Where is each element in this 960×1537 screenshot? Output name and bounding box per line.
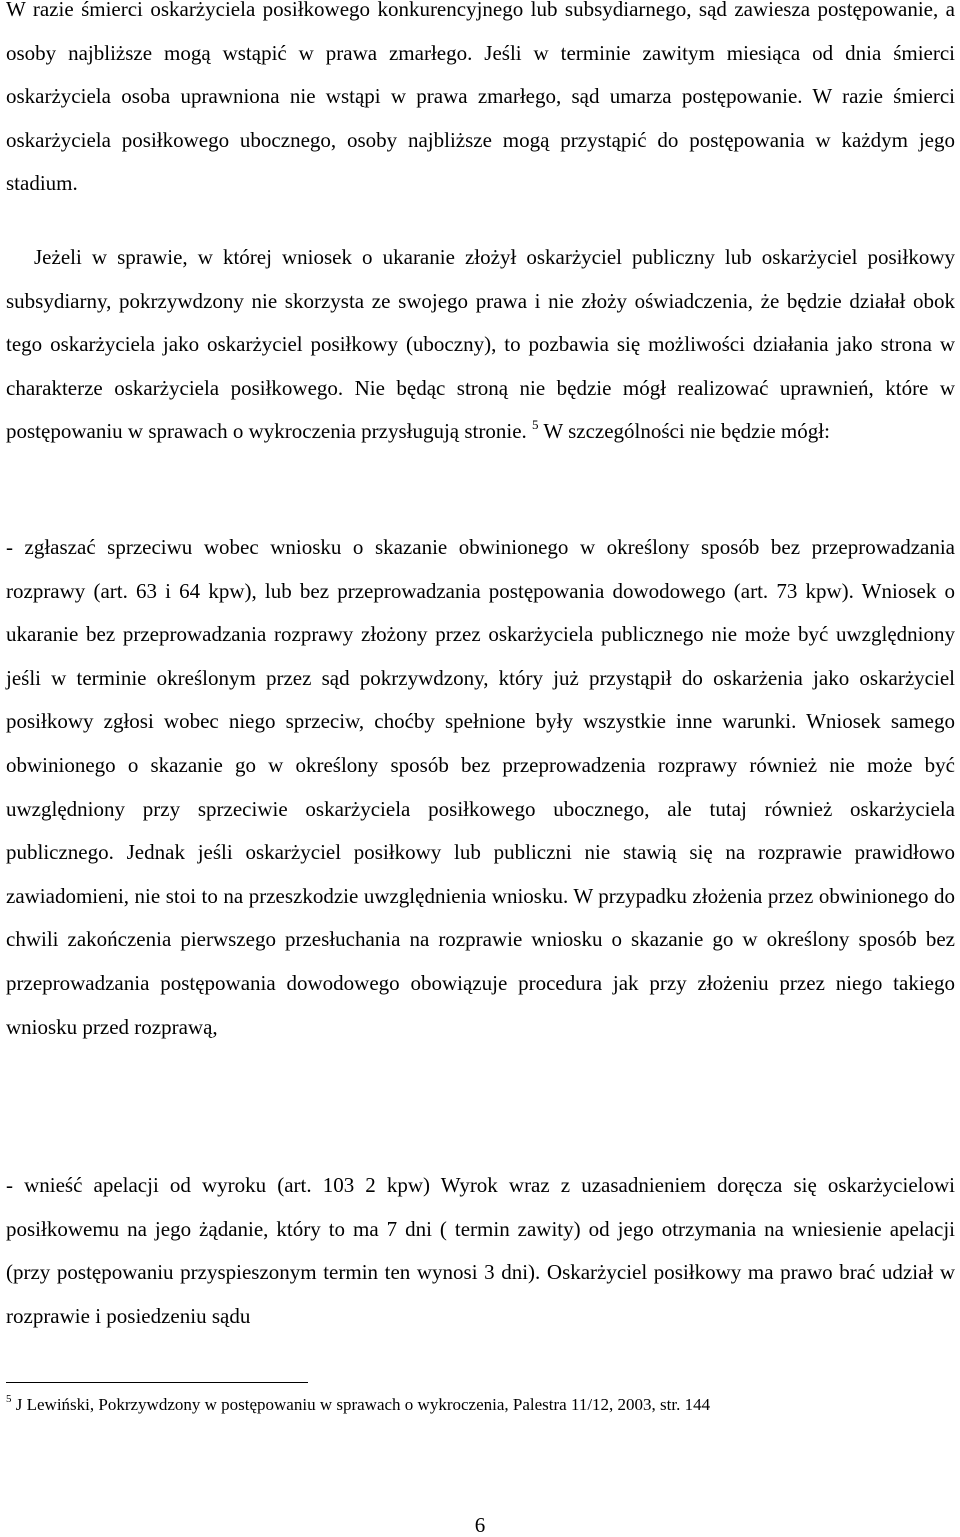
- list-item-appeal: - wnieść apelacji od wyroku (art. 103 2 kpw) Wyrok wraz z uzasadnieniem doręcza się oskarżycielowi posiłkowemu na jego żądanie, który to ma 7 dni ( termin zawity) od jego otrzymania na wniesienie apelacji (przy postępowaniu przyspieszonym termin ten wynosi 3 dni). Oskarżyciel posiłkowy ma prawo brać udział w rozprawie i posiedzeniu sądu: [6, 1173, 955, 1328]
- footnote: [6, 1392, 955, 1418]
- paragraph-death-of-prosecutor: W razie śmierci oskarżyciela posiłkowego konkurencyjnego lub subsydiarnego, sąd zawiesza postępowanie, a osoby najbliższe mogą wstąpić w prawa zmarłego. Jeśli w terminie zawitym miesiąca od dnia śmierci oskarżyciela osoba uprawniona nie wstąpi w prawa zmarłego, sąd umarza postępowanie. W razie śmierci oskarżyciela posiłkowego ubocznego, osoby najbliższe mogą przystąpić do postępowania w każdym jego stadium.: [6, 0, 955, 196]
- footnote-separator: [6, 1382, 308, 1383]
- list-item-objection: - zgłaszać sprzeciwu wobec wniosku o skazanie obwinionego w określony sposób bez przeprowadzania rozprawy (art. 63 i 64 kpw), lub bez przeprowadzania postępowania dowodowego (art. 73 kpw). Wniosek o ukaranie bez przeprowadzania rozprawy złożony przez oskarżyciela publicznego nie może być uwzględniony jeśli w terminie określonym przez sąd pokrzywdzony, który już przystąpił do oskarżenia jako oskarżyciel posiłkowy zgłosi wobec niego sprzeciw, choćby spełnione były wszystkie inne warunki. Wniosek samego obwinionego o skazanie go w określony sposób bez przeprowadzenia rozprawy również nie może być uwzględniony przy sprzeciwie oskarżyciela posiłkowego ubocznego, ale tutaj również oskarżyciela publicznego. Jednak jeśli oskarżyciel posiłkowy lub publiczni nie stawią się na rozprawie prawidłowo zawiadomieni, nie stoi to na przeszkodzie uwzględnienia wniosku. W przypadku złożenia przez obwinionego do chwili zakończenia pierwszego przesłuchania na rozprawie wniosku o skazanie go w określony sposób bez przeprowadzania postępowania dowodowego obowiązuje procedura jak przy złożeniu przez niego takiego wniosku przed rozprawą,: [6, 535, 955, 1039]
- paragraph-public-prosecutor: [6, 236, 955, 454]
- paragraph-public-prosecutor-continuation: W szczególności nie będzie mógł:: [538, 419, 830, 444]
- page-number: 6: [474, 1513, 486, 1537]
- paragraph-public-prosecutor-text: Jeżeli w sprawie, w której wniosek o ukaranie złożył oskarżyciel publiczny lub oskarżyciel posiłkowy subsydiarny, pokrzywdzony nie skorzysta ze swojego prawa i nie złoży oświadczenia, że będzie działał obok tego oskarżyciela jako oskarżyciel posiłkowy (uboczny), to pozbawia się możliwości działania jako strona w charakterze oskarżyciela posiłkowego. Nie będąc stroną nie będzie mógł realizować uprawnień, które w postępowaniu w sprawach o wykroczenia przysługują stronie.: [6, 245, 955, 444]
- footnote-text: J Lewiński, Pokrzywdzony w postępowaniu w sprawach o wykroczenia, Palestra 11/12, 2003, str. 144: [11, 1395, 711, 1414]
- footnote-number: 5: [6, 1393, 12, 1405]
- footnote-reference: 5: [532, 417, 539, 433]
